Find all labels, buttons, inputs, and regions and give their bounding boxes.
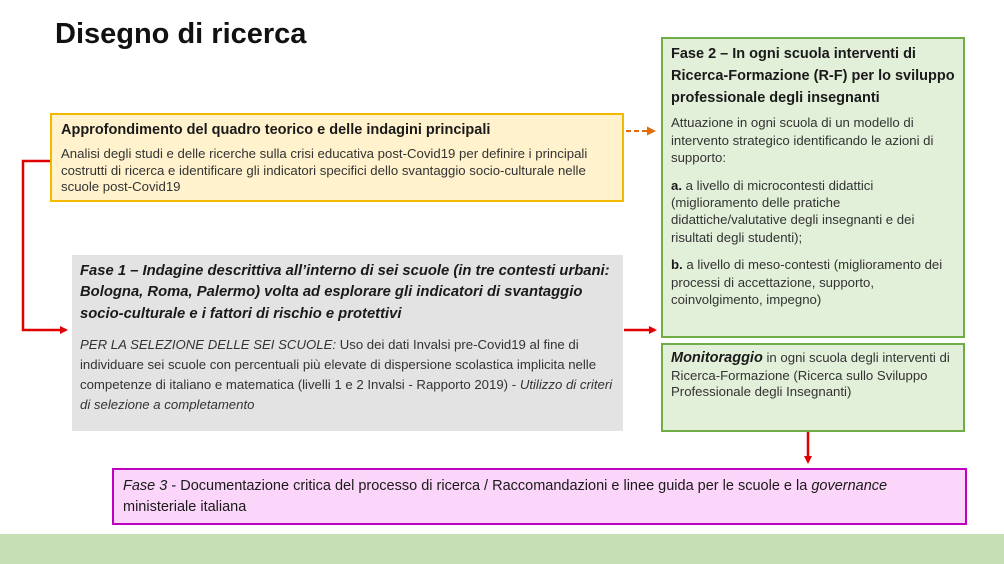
fase3-text-b: ministeriale italiana bbox=[123, 498, 247, 515]
fase2-body bbox=[671, 114, 955, 308]
fase1-selection-label: PER LA SELEZIONE DELLE SEI SCUOLE: bbox=[80, 337, 337, 353]
monitoraggio-label: Monitoraggio bbox=[671, 350, 763, 366]
fase1-selection bbox=[80, 335, 615, 414]
fase3-box bbox=[112, 468, 967, 525]
fase2-item-b-label: b. bbox=[671, 257, 683, 273]
fase2-box bbox=[661, 37, 965, 338]
fase2-item-b bbox=[671, 256, 955, 308]
page-title: Disegno di ricerca bbox=[55, 18, 307, 50]
approfondimento-box bbox=[50, 113, 624, 202]
fase1-selection-note: Utilizzo di criteri di selezione a completamento bbox=[80, 376, 613, 412]
fase3-text-a: - Documentazione critica del processo di ricerca / Raccomandazioni e linee guida per le scuole e la bbox=[167, 478, 812, 494]
fase1-selection-body: Uso dei dati Invalsi pre-Covid19 al fine di individuare sei scuole con percentuali più elevate di dispersione scolastica implicita nelle competenze di italiano e matematica (livelli 1 e 2 Invalsi - Rapporto 2019) - bbox=[80, 337, 597, 392]
fase2-item-b-text: a livello di meso-contesti (miglioramento dei processi di accettazione, supporto, coinvolgimento, impegno) bbox=[671, 257, 943, 308]
fase2-heading: Fase 2 – In ogni scuola interventi di Ricerca-Formazione (R-F) per lo sviluppo professionale degli insegnanti bbox=[671, 46, 955, 106]
fase3-governance: governance bbox=[811, 478, 888, 494]
fase2-item-a-text: a livello di microcontesti didattici (miglioramento delle pratiche didattiche/valutative degli insegnanti e dei risultati degli studenti); bbox=[671, 177, 915, 245]
fase1-label: Fase 1 bbox=[80, 263, 127, 279]
fase2-item-a bbox=[671, 177, 955, 247]
monitoraggio-text: in ogni scuola degli interventi di Ricerca-Formazione (Ricerca sullo Sviluppo Professionale degli Insegnanti) bbox=[671, 350, 950, 400]
approfondimento-heading: Approfondimento del quadro teorico e delle indagini principali bbox=[61, 122, 491, 138]
footer-band bbox=[0, 534, 1004, 564]
fase1-heading-text: – Indagine descrittiva all’interno di sei scuole (in tre contesti urbani: Bologna, Roma, Palermo) volta ad esplorare gli indicatori di svantaggio socio-culturale e i fattori di rischio e protettivi bbox=[80, 263, 610, 322]
fase2-item-a-label: a. bbox=[671, 177, 682, 193]
fase1-heading bbox=[80, 261, 615, 325]
fase2-intro: Attuazione in ogni scuola di un modello di intervento strategico identificando le azioni di supporto: bbox=[671, 115, 934, 166]
approfondimento-body: Analisi degli studi e delle ricerche sulla crisi educativa post-Covid19 per definire i principali costrutti di ricerca e identificare gli indicatori specifici dello svantaggio socio-culturale nelle scuole post-Covid19 bbox=[61, 146, 588, 195]
monitoraggio-box bbox=[661, 343, 965, 432]
fase1-box bbox=[72, 255, 623, 431]
fase3-label: Fase 3 bbox=[123, 478, 168, 494]
